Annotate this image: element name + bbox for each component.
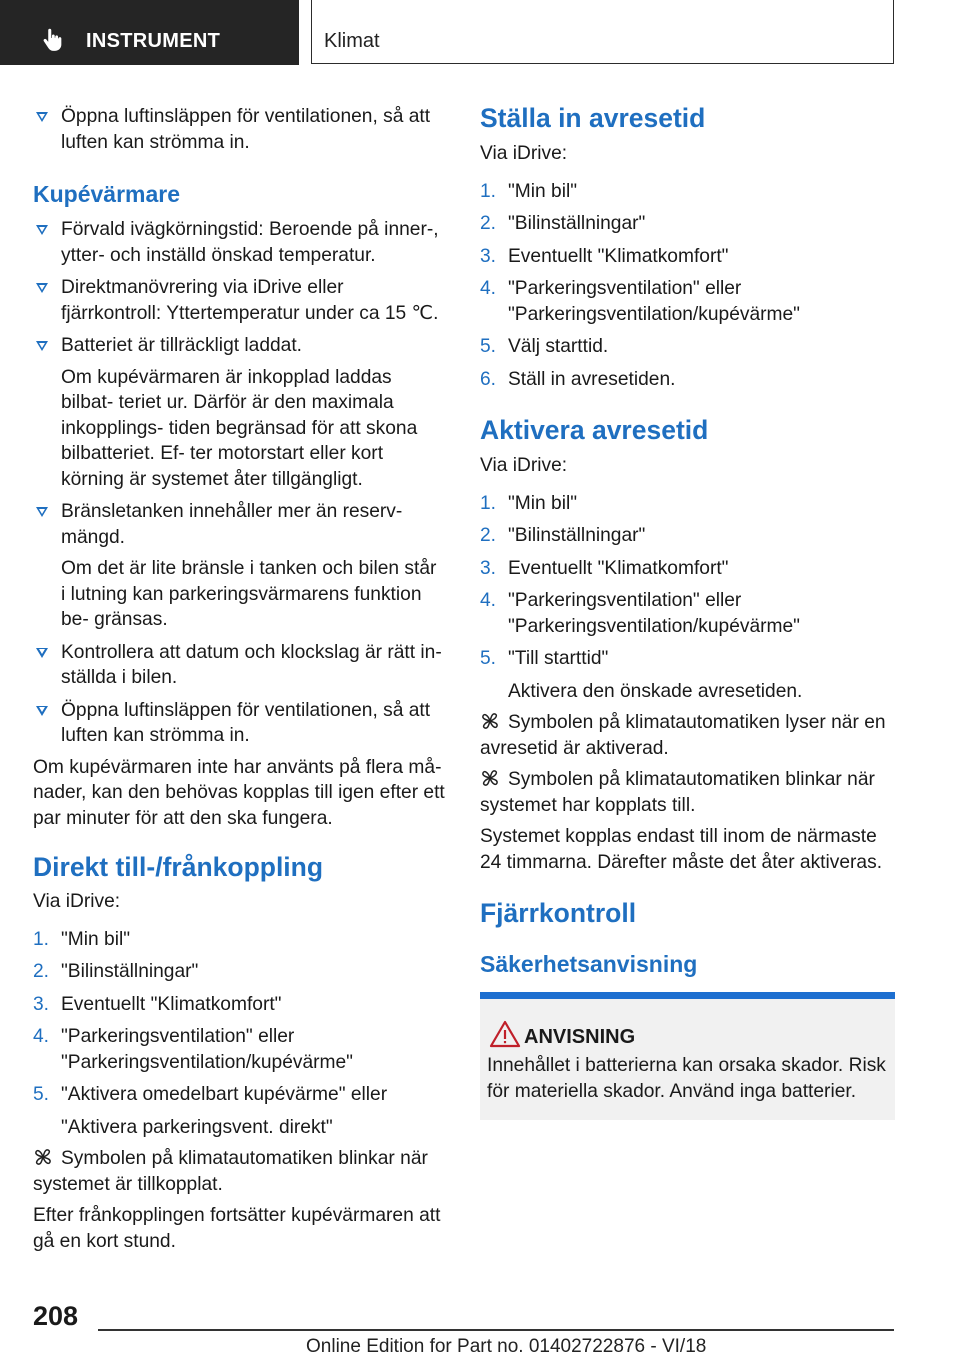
bullet-item bbox=[33, 499, 445, 550]
step-text: "Parkeringsventilation" eller "Parkeringsventilation/kupévärme" bbox=[508, 590, 800, 637]
step-item bbox=[480, 588, 895, 639]
fan-symbol-icon bbox=[480, 768, 500, 788]
step-number: 2. bbox=[480, 213, 497, 234]
step-item bbox=[33, 1082, 445, 1108]
section-tab-instrument[interactable] bbox=[0, 0, 299, 65]
battery-note: Om kupévärmaren är inkopplad laddas bilbat- teriet ur. Därför är den maximala inkopplings- tiden begränsad för att skona bilbatteriet. Ef- ter motorstart eller kort körning är systemet åter tillgängligt. bbox=[61, 366, 418, 490]
heading-direkt: Direkt till-/frånkoppling bbox=[33, 852, 324, 882]
page-tab-label: Klimat bbox=[324, 30, 380, 52]
right-column bbox=[480, 100, 895, 979]
step-number: 5. bbox=[480, 648, 497, 669]
triangle-bullet-icon bbox=[36, 112, 48, 122]
step-text: Eventuellt "Klimatkomfort" bbox=[61, 993, 282, 1015]
bullet-text: Öppna luftinsläppen för ventilationen, så att luften kan strömma in. bbox=[61, 106, 431, 153]
symbol-text: Symbolen på klimatautomatiken blinkar när systemet har kopplats till. bbox=[480, 769, 875, 816]
via-idrive: Via iDrive: bbox=[33, 891, 121, 912]
step-continuation: Aktivera den önskade avresetiden. bbox=[508, 680, 803, 702]
triangle-bullet-icon bbox=[36, 341, 48, 351]
step-item bbox=[480, 523, 895, 549]
step-item bbox=[480, 491, 895, 517]
step-list bbox=[480, 491, 895, 705]
step-number: 3. bbox=[480, 245, 497, 267]
page-number: 208 bbox=[33, 1301, 79, 1331]
heading-fjarrkontroll: Fjärrkontroll bbox=[480, 898, 637, 928]
step-text: "Bilinställningar" bbox=[61, 961, 199, 982]
bullet-text: Bränsletanken innehåller mer än reserv- mängd. bbox=[61, 501, 403, 548]
heading-aktivera: Aktivera avresetid bbox=[480, 415, 709, 445]
step-item bbox=[480, 211, 895, 237]
step-text: Ställ in avresetiden. bbox=[508, 368, 676, 390]
symbol-paragraph bbox=[480, 767, 895, 818]
closing-paragraph: Systemet kopplas endast till inom de närmaste 24 timmarna. Därefter måste det åter aktiveras. bbox=[480, 826, 883, 873]
step-number: 5. bbox=[480, 336, 497, 357]
step-number: 2. bbox=[33, 961, 50, 982]
triangle-bullet-icon bbox=[36, 225, 48, 235]
footer-divider bbox=[98, 1329, 894, 1331]
bullet-item bbox=[33, 217, 445, 268]
step-text: Eventuellt "Klimatkomfort" bbox=[508, 245, 729, 267]
bullet-text: Kontrollera att datum och klockslag är rätt in- ställda i bilen. bbox=[61, 641, 442, 688]
bullet-text: Batteriet är tillräckligt laddat. bbox=[61, 335, 303, 356]
step-item bbox=[480, 179, 895, 205]
step-item bbox=[480, 367, 895, 393]
page-tab-klimat[interactable] bbox=[311, 0, 894, 64]
step-number: 4. bbox=[480, 590, 497, 611]
step-text: "Min bil" bbox=[508, 180, 578, 202]
step-item bbox=[480, 556, 895, 582]
triangle-bullet-icon bbox=[36, 507, 48, 517]
bullet-item bbox=[33, 698, 445, 749]
warning-title: ANVISNING bbox=[524, 1026, 636, 1048]
step-item bbox=[480, 334, 895, 360]
via-idrive: Via iDrive: bbox=[480, 143, 568, 164]
step-number: 4. bbox=[480, 278, 497, 299]
triangle-bullet-icon bbox=[36, 283, 48, 293]
triangle-bullet-icon bbox=[36, 706, 48, 716]
fan-symbol-icon bbox=[33, 1147, 53, 1167]
step-number: 1. bbox=[480, 180, 497, 202]
step-number: 2. bbox=[480, 525, 497, 546]
step-item bbox=[480, 646, 895, 672]
warning-triangle-icon bbox=[488, 1019, 522, 1049]
bullet-item bbox=[33, 275, 445, 326]
left-column bbox=[33, 100, 445, 1254]
step-item bbox=[33, 927, 445, 953]
symbol-text: Symbolen på klimatautomatiken blinkar när systemet är tillkopplat. bbox=[33, 1148, 428, 1195]
hand-pointer-icon bbox=[40, 26, 66, 52]
triangle-bullet-icon bbox=[36, 648, 48, 658]
step-number: 4. bbox=[33, 1026, 50, 1047]
step-item bbox=[33, 959, 445, 985]
step-text: "Min bil" bbox=[61, 928, 131, 950]
step-text: "Parkeringsventilation" eller "Parkeringsventilation/kupévärme" bbox=[61, 1026, 353, 1073]
step-list bbox=[480, 179, 895, 393]
step-item bbox=[480, 276, 895, 327]
step-number: 3. bbox=[33, 993, 50, 1015]
step-text: "Min bil" bbox=[508, 492, 578, 514]
symbol-paragraph bbox=[480, 710, 895, 761]
step-number: 6. bbox=[480, 368, 497, 390]
step-number: 5. bbox=[33, 1084, 50, 1105]
bullet-text: Förvald ivägkörningstid: Beroende på inner-, ytter- och inställd önskad temperatur. bbox=[61, 219, 439, 266]
step-item bbox=[33, 992, 445, 1018]
step-continuation: "Aktivera parkeringsvent. direkt" bbox=[61, 1116, 333, 1138]
step-text: "Bilinställningar" bbox=[508, 525, 646, 546]
bullet-item bbox=[33, 333, 445, 359]
heading-kupevarmare: Kupévärmare bbox=[33, 181, 181, 207]
heading-sakerhetsanvisning: Säkerhetsanvisning bbox=[480, 951, 698, 977]
warning-box bbox=[480, 992, 895, 1120]
bullet-item bbox=[33, 640, 445, 691]
step-number: 1. bbox=[480, 492, 497, 514]
step-number: 3. bbox=[480, 557, 497, 579]
step-number: 1. bbox=[33, 928, 50, 950]
page-header bbox=[0, 0, 960, 66]
bullet-text: Direktmanövrering via iDrive eller fjärrkontroll: Yttertemperatur under ca 15 ℃. bbox=[61, 277, 439, 324]
section-tab-label: INSTRUMENT bbox=[86, 30, 221, 52]
step-text: "Bilinställningar" bbox=[508, 213, 646, 234]
fuel-note: Om det är lite bränsle i tanken och bilen står i lutning kan parkeringsvärmarens funktion be- gränsas. bbox=[61, 558, 437, 630]
step-text: Välj starttid. bbox=[508, 336, 609, 357]
via-idrive: Via iDrive: bbox=[480, 455, 568, 476]
heading-stalla: Ställa in avresetid bbox=[480, 103, 706, 133]
warning-body: Innehållet i batterierna kan orsaka skador. Risk för materiella skador. Använd inga batterier. bbox=[487, 1055, 886, 1102]
step-text: "Till starttid" bbox=[508, 648, 609, 669]
symbol-paragraph bbox=[33, 1146, 445, 1197]
fan-symbol-icon bbox=[480, 711, 500, 731]
step-item bbox=[33, 1024, 445, 1075]
bullet-item bbox=[33, 104, 445, 155]
step-text: "Aktivera omedelbart kupévärme" eller bbox=[61, 1084, 388, 1105]
footer-edition: Online Edition for Part no. 01402722876 - VI/18 bbox=[306, 1336, 707, 1357]
closing-paragraph: Om kupévärmaren inte har använts på flera må- nader, kan den behövas kopplas till igen efter ett par minuter för att den ska fungera. bbox=[33, 756, 445, 829]
step-list bbox=[33, 927, 445, 1141]
after-paragraph: Efter frånkopplingen fortsätter kupévärmaren att gå en kort stund. bbox=[33, 1205, 441, 1252]
bullet-text: Öppna luftinsläppen för ventilationen, så att luften kan strömma in. bbox=[61, 699, 431, 746]
step-text: Eventuellt "Klimatkomfort" bbox=[508, 557, 729, 579]
step-item bbox=[480, 244, 895, 270]
symbol-text: Symbolen på klimatautomatiken lyser när en avresetid är aktiverad. bbox=[480, 712, 886, 759]
step-text: "Parkeringsventilation" eller "Parkeringsventilation/kupévärme" bbox=[508, 278, 800, 325]
